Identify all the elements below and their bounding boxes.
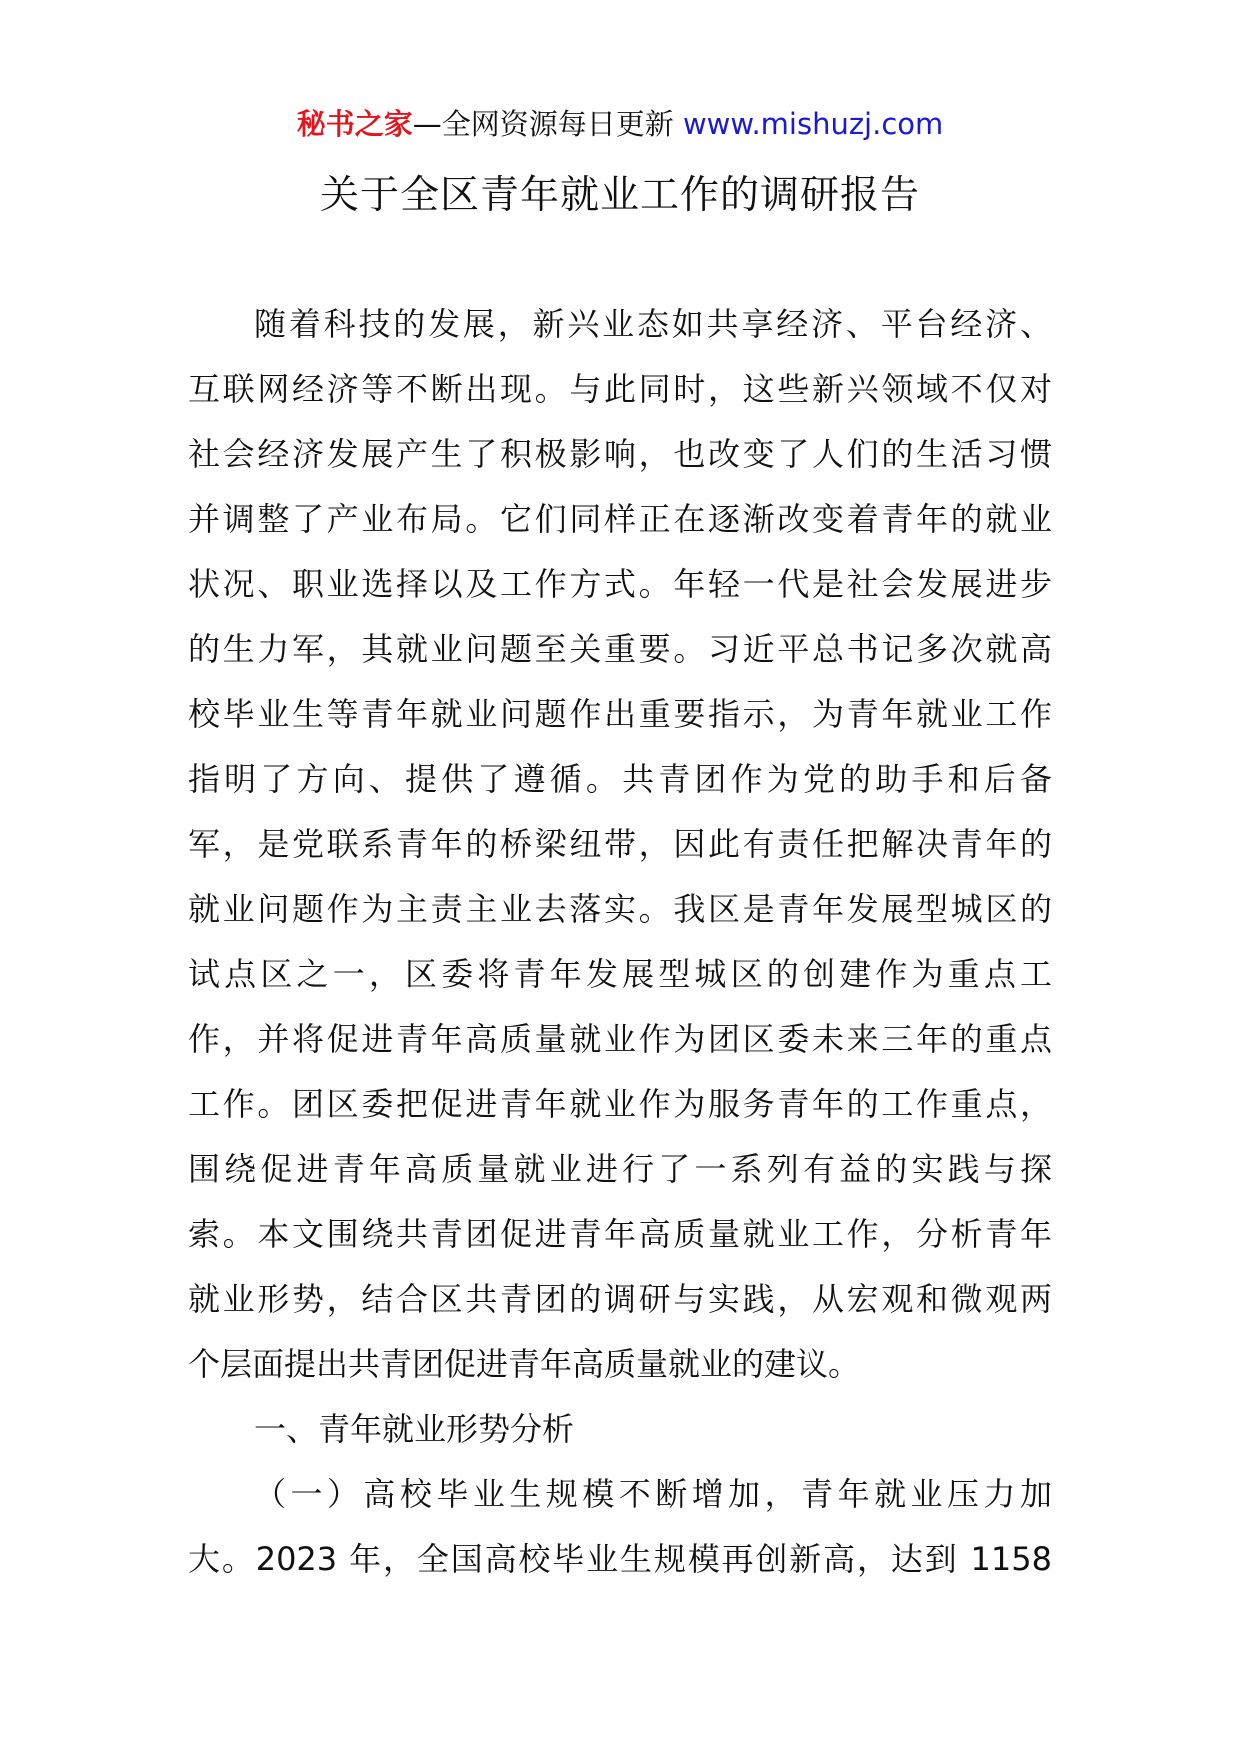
paragraph-line: 个层面提出共青团促进青年高质量就业的建议。: [188, 1345, 861, 1383]
paragraph-line: 状况、职业选择以及工作方式。年轻一代是社会发展进步: [188, 565, 1052, 603]
paragraph-line: 的生力军，其就业问题至关重要。习近平总书记多次就高: [188, 630, 1052, 668]
paragraph-line: 社会经济发展产生了积极影响，也改变了人们的生活习惯: [188, 435, 1052, 473]
document-body: [188, 292, 1052, 1592]
site-header: [0, 104, 1240, 144]
subsection-line: 大。2023 年，全国高校毕业生规模再创新高，达到 1158: [188, 1540, 1052, 1578]
paragraph-line: 军，是党联系青年的桥梁纽带，因此有责任把解决青年的: [188, 825, 1052, 863]
document-title: 关于全区青年就业工作的调研报告: [319, 173, 920, 218]
paragraph-line: 就业问题作为主责主业去落实。我区是青年发展型城区的: [188, 890, 1052, 928]
header-tagline: —全网资源每日更新: [412, 107, 674, 141]
paragraph-line: 索。本文围绕共青团促进青年高质量就业工作，分析青年: [188, 1215, 1052, 1253]
paragraph-line: 互联网经济等不断出现。与此同时，这些新兴领域不仅对: [188, 370, 1052, 408]
paragraph-line: 试点区之一，区委将青年发展型城区的创建作为重点工: [188, 955, 1052, 993]
section-heading: 一、青年就业形势分析: [254, 1410, 575, 1448]
paragraph-line: 校毕业生等青年就业问题作出重要指示，为青年就业工作: [188, 695, 1052, 733]
paragraph-line: 工作。团区委把促进青年就业作为服务青年的工作重点，: [188, 1085, 1052, 1123]
paragraph-line: 指明了方向、提供了遵循。共青团作为党的助手和后备: [188, 760, 1052, 798]
site-url-link[interactable]: www.mishuzj.com: [682, 107, 944, 141]
paragraph-line: 作，并将促进青年高质量就业作为团区委未来三年的重点: [188, 1020, 1052, 1058]
brand-name: 秘书之家: [296, 107, 413, 141]
paragraph-line: 随着科技的发展，新兴业态如共享经济、平台经济、: [254, 305, 1052, 343]
subsection-line: （一）高校毕业生规模不断增加，青年就业压力加: [254, 1475, 1052, 1513]
paragraph-line: 并调整了产业布局。它们同样正在逐渐改变着青年的就业: [188, 500, 1052, 538]
paragraph-line: 围绕促进青年高质量就业进行了一系列有益的实践与探: [188, 1150, 1052, 1188]
paragraph-line: 就业形势，结合区共青团的调研与实践，从宏观和微观两: [188, 1280, 1052, 1318]
